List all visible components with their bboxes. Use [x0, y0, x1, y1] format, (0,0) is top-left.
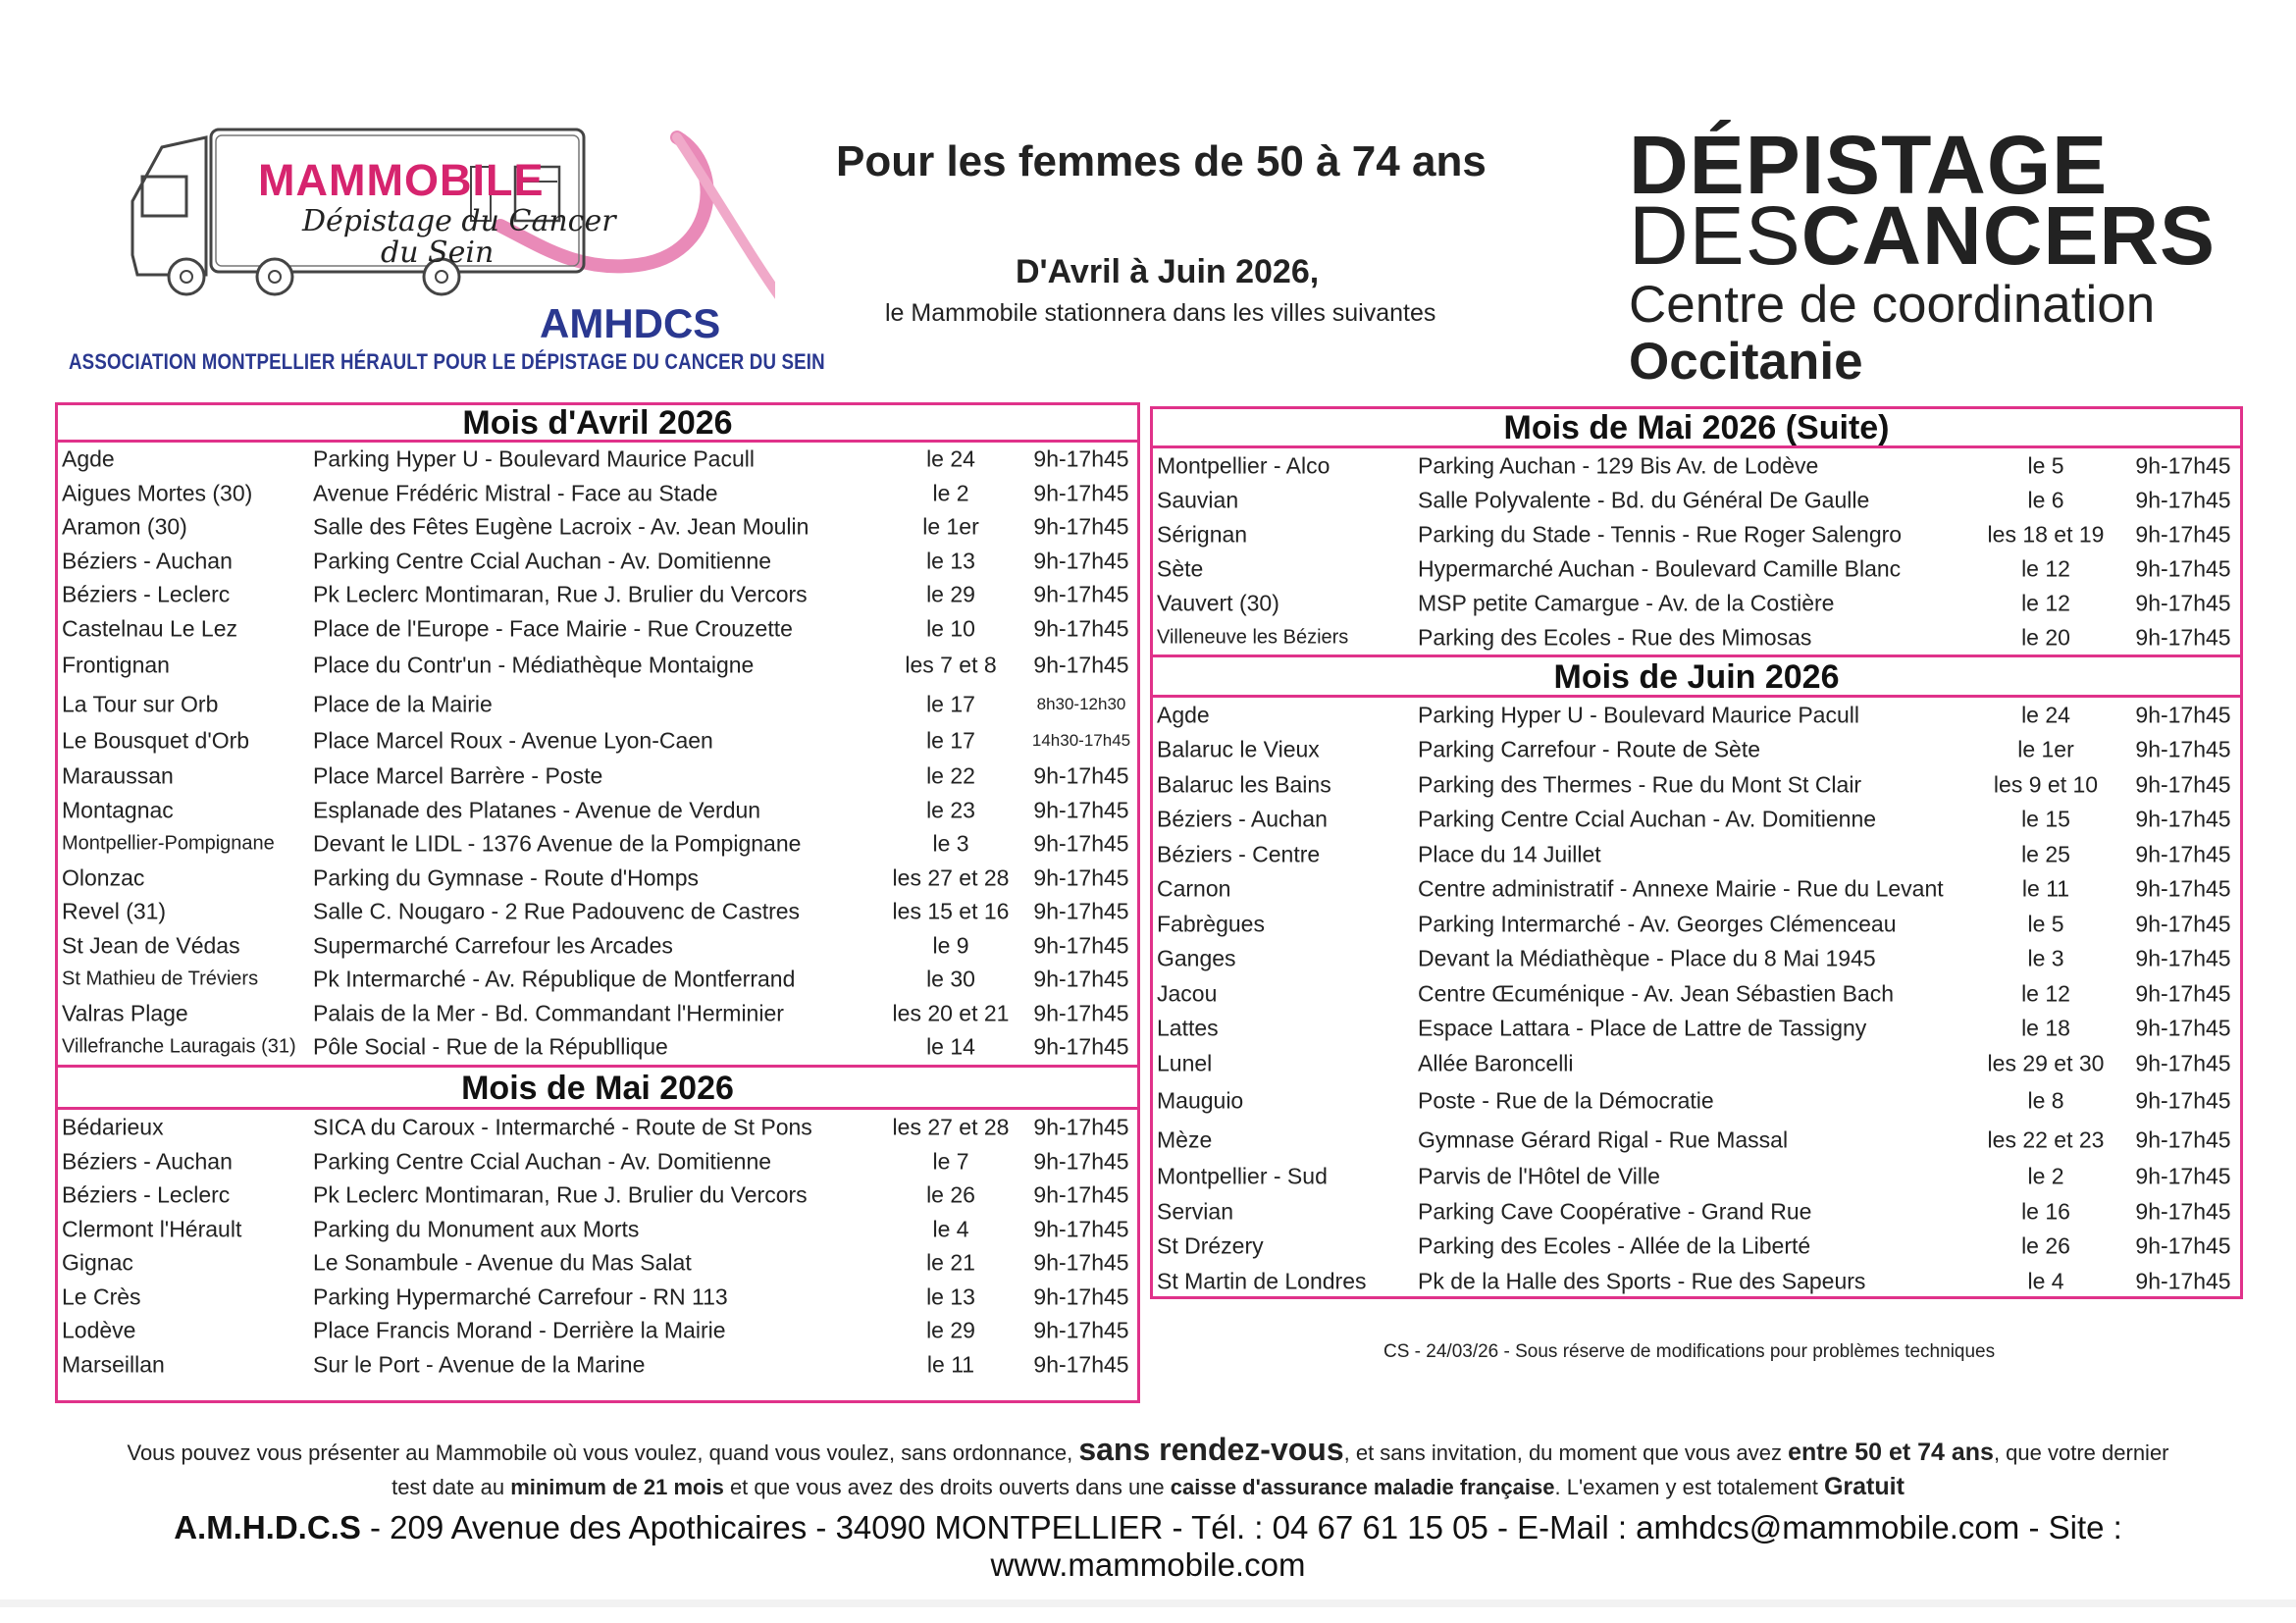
place-cell: Pk Leclerc Montimaran, Rue J. Brulier du Vercors	[313, 1181, 808, 1208]
table-row	[58, 510, 1137, 545]
date-cell: le 13	[926, 548, 975, 574]
city-cell: Balaruc le Vieux	[1157, 736, 1320, 762]
hours-cell: 9h-17h45	[1033, 445, 1129, 472]
hours-cell: 9h-17h45	[1033, 548, 1129, 574]
hours-cell: 9h-17h45	[1033, 1033, 1129, 1060]
table-row	[1153, 551, 2240, 586]
date-cell: le 11	[2021, 875, 2070, 902]
date-cell: le 29	[926, 581, 975, 607]
place-cell: Parking Hyper U - Boulevard Maurice Pacull	[1418, 702, 1859, 728]
date-cell: le 15	[2021, 806, 2070, 832]
table-row	[58, 1348, 1137, 1383]
city-cell: Montpellier-Pompignane	[62, 832, 275, 855]
place-cell: MSP petite Camargue - Av. de la Costière	[1418, 590, 1835, 615]
schedule-table-right	[1150, 406, 2243, 1299]
date-cell: le 12	[2021, 590, 2070, 615]
city-cell: Frontignan	[62, 652, 170, 678]
place-cell: Parking Cave Coopérative - Grand Rue	[1418, 1198, 1812, 1225]
table-row	[58, 997, 1137, 1031]
place-cell: Salle Polyvalente - Bd. du Général De Gaulle	[1418, 487, 1870, 512]
april-rows	[58, 443, 1137, 1065]
brand-line-2	[1629, 189, 2217, 282]
city-cell: Servian	[1157, 1198, 1233, 1225]
city-cell: Carnon	[1157, 875, 1231, 902]
date-cell: le 29	[926, 1317, 975, 1343]
place-cell: Pk Intermarché - Av. République de Montferrand	[313, 966, 796, 992]
date-cell: le 17	[926, 727, 975, 754]
city-cell: Valras Plage	[62, 1000, 188, 1026]
table-row	[58, 1314, 1137, 1348]
notice-age-range: entre 50 et 74 ans	[1788, 1439, 1994, 1466]
table-row	[1153, 803, 2240, 838]
notice-text-3: , et sans invitation, du moment que vous avez	[1343, 1440, 1782, 1465]
brand-line-1: DÉPISTAGE	[1629, 119, 2109, 211]
city-cell: Béziers - Auchan	[62, 548, 233, 574]
city-cell: Villefranche Lauragais (31)	[62, 1035, 296, 1058]
table-row	[1153, 1264, 2240, 1299]
city-cell: Olonzac	[62, 864, 145, 891]
hours-cell: 9h-17h45	[2135, 1232, 2231, 1259]
table-row	[58, 963, 1137, 997]
date-cell: le 20	[2021, 624, 2070, 650]
date-cell: le 11	[926, 1351, 975, 1378]
table-row	[58, 794, 1137, 828]
table-row	[58, 545, 1137, 579]
hours-cell: 9h-17h45	[2135, 521, 2231, 547]
city-cell: Aigues Mortes (30)	[62, 480, 253, 506]
place-cell: Place du Contr'un - Médiathèque Montaigne	[313, 652, 755, 678]
notice-text-5: , que votre dernier	[1993, 1440, 2169, 1465]
date-cell: le 24	[2021, 702, 2070, 728]
city-cell: Gignac	[62, 1249, 133, 1276]
hours-cell: 9h-17h45	[2135, 945, 2231, 971]
city-cell: Jacou	[1157, 980, 1218, 1007]
city-cell: Villeneuve les Béziers	[1157, 626, 1349, 648]
place-cell: Palais de la Mer - Bd. Commandant l'Herminier	[313, 1000, 784, 1026]
city-cell: Montpellier - Sud	[1157, 1163, 1328, 1189]
date-cell: le 3	[2027, 945, 2064, 971]
date-cell: le 8	[2027, 1087, 2064, 1113]
notice-free: Gratuit	[1823, 1473, 1905, 1500]
hours-cell: 9h-17h45	[2135, 771, 2231, 798]
date-cell: le 5	[2027, 452, 2064, 478]
notice-no-appointment: sans rendez-vous	[1078, 1432, 1344, 1467]
hours-cell: 9h-17h45	[1033, 1249, 1129, 1276]
address-details: - 209 Avenue des Apothicaires - 34090 MONTPELLIER - Tél. : 04 67 61 15 05 - E-Mail : amhdcs@mammobile.com - Site : www.mammobile.com	[360, 1509, 2122, 1583]
brand-line-3: Centre de coordination	[1629, 276, 2156, 334]
place-cell: Parking du Stade - Tennis - Rue Roger Salengro	[1418, 521, 1903, 547]
hours-cell: 9h-17h45	[2135, 702, 2231, 728]
hours-cell: 9h-17h45	[2135, 1050, 2231, 1076]
table-row	[1153, 698, 2240, 733]
table-row	[58, 827, 1137, 862]
logo-subtitle-1: Dépistage du Cancer	[302, 204, 616, 238]
date-cell: le 2	[2027, 1163, 2064, 1189]
table-row	[1153, 872, 2240, 908]
city-cell: St Martin de Londres	[1157, 1268, 1367, 1294]
hours-cell: 9h-17h45	[2135, 1163, 2231, 1189]
table-row	[58, 1246, 1137, 1281]
table-row	[58, 895, 1137, 929]
notice-min-months: minimum de 21 mois	[510, 1475, 724, 1499]
hours-cell: 9h-17h45	[2135, 1087, 2231, 1113]
date-cell: le 7	[932, 1148, 969, 1175]
hours-cell: 9h-17h45	[1033, 830, 1129, 857]
place-cell: Parking du Monument aux Morts	[313, 1216, 640, 1242]
place-cell: Parking Carrefour - Route de Sète	[1418, 736, 1761, 762]
city-cell: La Tour sur Orb	[62, 691, 219, 717]
city-cell: St Mathieu de Tréviers	[62, 968, 259, 990]
date-cell: les 29 et 30	[1987, 1050, 2105, 1076]
city-cell: Lodève	[62, 1317, 136, 1343]
city-cell: Le Crès	[62, 1283, 141, 1310]
hours-cell: 9h-17h45	[2135, 624, 2231, 650]
city-cell: Revel (31)	[62, 898, 167, 924]
notice-text-8: et que vous avez des droits ouverts dans une	[729, 1475, 1165, 1499]
date-cell: le 2	[932, 480, 969, 506]
may-cont-title: Mois de Mai 2026 (Suite)	[1153, 409, 2240, 448]
hours-cell: 9h-17h45	[1033, 652, 1129, 678]
mammobile-logo	[59, 108, 825, 383]
hours-cell: 9h-17h45	[2135, 806, 2231, 832]
hours-cell: 9h-17h45	[1033, 762, 1129, 788]
hours-cell: 9h-17h45	[2135, 452, 2231, 478]
city-cell: Montpellier - Alco	[1157, 452, 1331, 478]
table-row	[1153, 1230, 2240, 1265]
date-cell: le 14	[926, 1033, 975, 1060]
city-cell: Agde	[62, 445, 115, 472]
table-row	[1153, 1121, 2240, 1160]
place-cell: Parking des Ecoles - Rue des Mimosas	[1418, 624, 1812, 650]
june-title: Mois de Juin 2026	[1153, 654, 2240, 698]
date-cell: les 9 et 10	[1993, 771, 2099, 798]
place-cell: Parking Auchan - 129 Bis Av. de Lodève	[1418, 452, 1819, 478]
table-row	[1153, 1194, 2240, 1230]
june-rows	[1153, 698, 2240, 1299]
table-row	[1153, 517, 2240, 551]
hours-cell: 9h-17h45	[1033, 615, 1129, 642]
date-cell: le 30	[926, 966, 975, 992]
table-row	[58, 1178, 1137, 1213]
date-cell: le 5	[2027, 911, 2064, 937]
table-row	[1153, 448, 2240, 483]
place-cell: Place Marcel Barrère - Poste	[313, 762, 603, 788]
date-cell: le 25	[2021, 841, 2070, 867]
date-cell: le 26	[926, 1181, 975, 1208]
table-row	[58, 1145, 1137, 1179]
city-cell: Mauguio	[1157, 1087, 1244, 1113]
place-cell: Pk Leclerc Montimaran, Rue J. Brulier du Vercors	[313, 581, 808, 607]
hours-cell: 9h-17h45	[1033, 1181, 1129, 1208]
city-cell: Castelnau Le Lez	[62, 615, 238, 642]
place-cell: Sur le Port - Avenue de la Marine	[313, 1351, 646, 1378]
revision-note: CS - 24/03/26 - Sous réserve de modifications pour problèmes techniques	[1383, 1341, 1996, 1362]
place-cell: Parvis de l'Hôtel de Ville	[1418, 1163, 1660, 1189]
table-row	[58, 1281, 1137, 1315]
city-cell: Marseillan	[62, 1351, 165, 1378]
table-row	[1153, 767, 2240, 803]
date-cell: le 18	[2021, 1015, 2070, 1041]
place-cell: Centre Œcuménique - Av. Jean Sébastien Bach	[1418, 980, 1894, 1007]
place-cell: Parking des Ecoles - Allée de la Liberté	[1418, 1232, 1811, 1259]
place-cell: Pk de la Halle des Sports - Rue des Sapeurs	[1418, 1268, 1866, 1294]
date-cell: le 4	[932, 1216, 969, 1242]
logo-acronym: AMHDCS	[540, 300, 721, 346]
place-cell: Hypermarché Auchan - Boulevard Camille Blanc	[1418, 555, 1902, 581]
hours-cell: 9h-17h45	[1033, 1216, 1129, 1242]
table-row	[1153, 1012, 2240, 1047]
place-cell: Parking du Gymnase - Route d'Homps	[313, 864, 700, 891]
place-cell: Parking Hyper U - Boulevard Maurice Pacull	[313, 445, 755, 472]
city-cell: Montagnac	[62, 797, 174, 823]
place-cell: Place Marcel Roux - Avenue Lyon-Caen	[313, 727, 713, 754]
notice-text-6: test date au	[391, 1475, 505, 1499]
period-subtitle: le Mammobile stationnera dans les villes suivantes	[885, 299, 1436, 327]
table-row	[1153, 733, 2240, 768]
hours-cell: 9h-17h45	[1033, 1148, 1129, 1175]
place-cell: SICA du Caroux - Intermarché - Route de St Pons	[313, 1114, 812, 1139]
table-row	[58, 1213, 1137, 1247]
hours-cell: 9h-17h45	[2135, 590, 2231, 615]
city-cell: Fabrègues	[1157, 911, 1265, 937]
place-cell: Place de l'Europe - Face Mairie - Rue Crouzette	[313, 615, 793, 642]
hours-cell: 9h-17h45	[1033, 932, 1129, 959]
city-cell: Agde	[1157, 702, 1210, 728]
city-cell: Clermont l'Hérault	[62, 1216, 242, 1242]
place-cell: Salle des Fêtes Eugène Lacroix - Av. Jean Moulin	[313, 513, 809, 540]
date-cell: le 24	[926, 445, 975, 472]
period-heading: D'Avril à Juin 2026,	[1016, 253, 1320, 290]
date-cell: les 15 et 16	[892, 898, 1010, 924]
place-cell: Parking Centre Ccial Auchan - Av. Domitienne	[313, 1148, 772, 1175]
place-cell: Place de la Mairie	[313, 691, 493, 717]
table-row	[58, 646, 1137, 685]
table-row	[58, 477, 1137, 511]
hours-cell: 9h-17h45	[2135, 980, 2231, 1007]
table-row	[1153, 907, 2240, 942]
city-cell: Béziers - Auchan	[1157, 806, 1328, 832]
hours-cell: 9h-17h45	[2135, 875, 2231, 902]
brand-line-4: Occitanie	[1629, 333, 1863, 391]
city-cell: Balaruc les Bains	[1157, 771, 1331, 798]
hours-cell: 9h-17h45	[1033, 1351, 1129, 1378]
place-cell: Esplanade des Platanes - Avenue de Verdun	[313, 797, 761, 823]
city-cell: St Drézery	[1157, 1232, 1264, 1259]
brand-line-2-light: DES	[1629, 189, 1801, 282]
place-cell: Gymnase Gérard Rigal - Rue Massal	[1418, 1126, 1789, 1152]
city-cell: Vauvert (30)	[1157, 590, 1279, 615]
brand-block	[1629, 119, 2217, 391]
hours-cell: 9h-17h45	[1033, 1114, 1129, 1139]
city-cell: Maraussan	[62, 762, 174, 788]
table-row	[1153, 620, 2240, 654]
date-cell: le 13	[926, 1283, 975, 1310]
place-cell: Parking Hypermarché Carrefour - RN 113	[313, 1283, 728, 1310]
date-cell: les 7 et 8	[905, 652, 997, 678]
place-cell: Centre administratif - Annexe Mairie - Rue du Levant	[1418, 875, 1944, 902]
hours-cell: 9h-17h45	[1033, 513, 1129, 540]
address-org: A.M.H.D.C.S	[174, 1509, 361, 1545]
place-cell: Devant le LIDL - 1376 Avenue de la Pompignane	[313, 830, 802, 857]
place-cell: Poste - Rue de la Démocratie	[1418, 1087, 1714, 1113]
notice-insurance: caisse d'assurance maladie française	[1170, 1475, 1555, 1499]
table-row	[1153, 837, 2240, 872]
date-cell: le 17	[926, 691, 975, 717]
april-title: Mois d'Avril 2026	[58, 405, 1137, 443]
table-row	[1153, 483, 2240, 517]
date-cell: le 12	[2021, 980, 2070, 1007]
date-cell: le 4	[2027, 1268, 2064, 1294]
place-cell: Parking des Thermes - Rue du Mont St Clair	[1418, 771, 1862, 798]
city-cell: Le Bousquet d'Orb	[62, 727, 250, 754]
hours-cell: 9h-17h45	[1033, 864, 1129, 891]
place-cell: Parking Centre Ccial Auchan - Av. Domitienne	[313, 548, 772, 574]
date-cell: les 22 et 23	[1987, 1126, 2105, 1152]
place-cell: Allée Baroncelli	[1418, 1050, 1574, 1076]
association-name: ASSOCIATION MONTPELLIER HÉRAULT POUR LE DÉPISTAGE DU CANCER DU SEIN	[69, 349, 825, 374]
table-row	[58, 929, 1137, 964]
city-cell: Sauvian	[1157, 487, 1239, 512]
logo-subtitle-2: du Sein	[381, 236, 495, 270]
hours-cell: 14h30-17h45	[1031, 731, 1131, 751]
city-cell: Mèze	[1157, 1126, 1213, 1152]
notice-text-1: Vous pouvez vous présenter au Mammobile où vous voulez, quand vous voulez, sans ordonnance,	[127, 1440, 1073, 1465]
table-row	[58, 685, 1137, 724]
table-row	[58, 1110, 1137, 1145]
hours-cell: 9h-17h45	[2135, 1268, 2231, 1294]
table-row	[1153, 1160, 2240, 1195]
hours-cell: 9h-17h45	[1033, 966, 1129, 992]
city-cell: Béziers - Auchan	[62, 1148, 233, 1175]
hours-cell: 9h-17h45	[2135, 1015, 2231, 1041]
hours-cell: 9h-17h45	[2135, 1198, 2231, 1225]
date-cell: les 18 et 19	[1987, 521, 2105, 547]
table-row	[1153, 942, 2240, 977]
date-cell: le 26	[2021, 1232, 2070, 1259]
city-cell: Lunel	[1157, 1050, 1213, 1076]
date-cell: le 10	[926, 615, 975, 642]
date-cell: le 3	[932, 830, 969, 857]
place-cell: Parking Centre Ccial Auchan - Av. Domitienne	[1418, 806, 1877, 832]
date-cell: le 12	[2021, 555, 2070, 581]
may-cont-rows	[1153, 448, 2240, 654]
date-cell: les 27 et 28	[892, 864, 1010, 891]
date-cell: le 21	[926, 1249, 975, 1276]
date-cell: le 23	[926, 797, 975, 823]
hours-cell: 9h-17h45	[2135, 911, 2231, 937]
table-row	[1153, 976, 2240, 1012]
schedule-table-left	[55, 402, 1140, 1403]
date-cell: le 9	[932, 932, 969, 959]
hours-cell: 9h-17h45	[1033, 797, 1129, 823]
brand-line-2-bold: CANCERS	[1800, 189, 2217, 282]
bottom-divider	[0, 1599, 2296, 1607]
place-cell: Avenue Frédéric Mistral - Face au Stade	[313, 480, 718, 506]
date-cell: les 20 et 21	[892, 1000, 1010, 1026]
hours-cell: 9h-17h45	[2135, 841, 2231, 867]
place-cell: Place du 14 Juillet	[1418, 841, 1601, 867]
city-cell: Sète	[1157, 555, 1204, 581]
date-cell: les 27 et 28	[892, 1114, 1010, 1139]
place-cell: Salle C. Nougaro - 2 Rue Padouvenc de Castres	[313, 898, 801, 924]
hours-cell: 9h-17h45	[1033, 1000, 1129, 1026]
place-cell: Place Francis Morand - Derrière la Mairie	[313, 1317, 726, 1343]
table-row	[1153, 586, 2240, 620]
table-row	[58, 759, 1137, 794]
table-row	[58, 443, 1137, 477]
table-row	[58, 612, 1137, 647]
notice-text-10: . L'examen y est totalement	[1554, 1475, 1818, 1499]
city-cell: Béziers - Centre	[1157, 841, 1321, 867]
hours-cell: 9h-17h45	[2135, 487, 2231, 512]
city-cell: Béziers - Leclerc	[62, 581, 231, 607]
city-cell: Béziers - Leclerc	[62, 1181, 231, 1208]
city-cell: Lattes	[1157, 1015, 1219, 1041]
hours-cell: 9h-17h45	[1033, 1283, 1129, 1310]
hours-cell: 9h-17h45	[1033, 480, 1129, 506]
contact-address	[69, 1509, 2227, 1584]
may-title: Mois de Mai 2026	[58, 1065, 1137, 1110]
place-cell: Le Sonambule - Avenue du Mas Salat	[313, 1249, 692, 1276]
city-cell: Sérignan	[1157, 521, 1248, 547]
date-cell: le 16	[2021, 1198, 2070, 1225]
table-row	[58, 724, 1137, 759]
hours-cell: 9h-17h45	[2135, 555, 2231, 581]
table-row	[1153, 1046, 2240, 1081]
hours-cell: 9h-17h45	[1033, 1317, 1129, 1343]
hours-cell: 8h30-12h30	[1036, 695, 1126, 713]
city-cell: Ganges	[1157, 945, 1236, 971]
table-row	[58, 1030, 1137, 1065]
city-cell: Bédarieux	[62, 1114, 164, 1139]
place-cell: Pôle Social - Rue de la Républlique	[313, 1033, 668, 1060]
city-cell: St Jean de Védas	[62, 932, 240, 959]
logo-name: MAMMOBILE	[258, 155, 545, 205]
place-cell: Espace Lattara - Place de Lattre de Tassigny	[1418, 1015, 1867, 1041]
notice-paragraph	[59, 1433, 2237, 1504]
table-row	[1153, 1081, 2240, 1121]
hours-cell: 9h-17h45	[1033, 581, 1129, 607]
may-rows	[58, 1110, 1137, 1383]
audience-heading: Pour les femmes de 50 à 74 ans	[836, 137, 1487, 185]
hours-cell: 9h-17h45	[2135, 1126, 2231, 1152]
place-cell: Supermarché Carrefour les Arcades	[313, 932, 673, 959]
date-cell: le 1er	[922, 513, 979, 540]
hours-cell: 9h-17h45	[1033, 898, 1129, 924]
table-row	[58, 862, 1137, 896]
place-cell: Parking Intermarché - Av. Georges Clémenceau	[1418, 911, 1897, 937]
city-cell: Aramon (30)	[62, 513, 187, 540]
date-cell: le 1er	[2017, 736, 2074, 762]
date-cell: le 22	[926, 762, 975, 788]
hours-cell: 9h-17h45	[2135, 736, 2231, 762]
table-row	[58, 578, 1137, 612]
date-cell: le 6	[2027, 487, 2064, 512]
place-cell: Devant la Médiathèque - Place du 8 Mai 1945	[1418, 945, 1876, 971]
